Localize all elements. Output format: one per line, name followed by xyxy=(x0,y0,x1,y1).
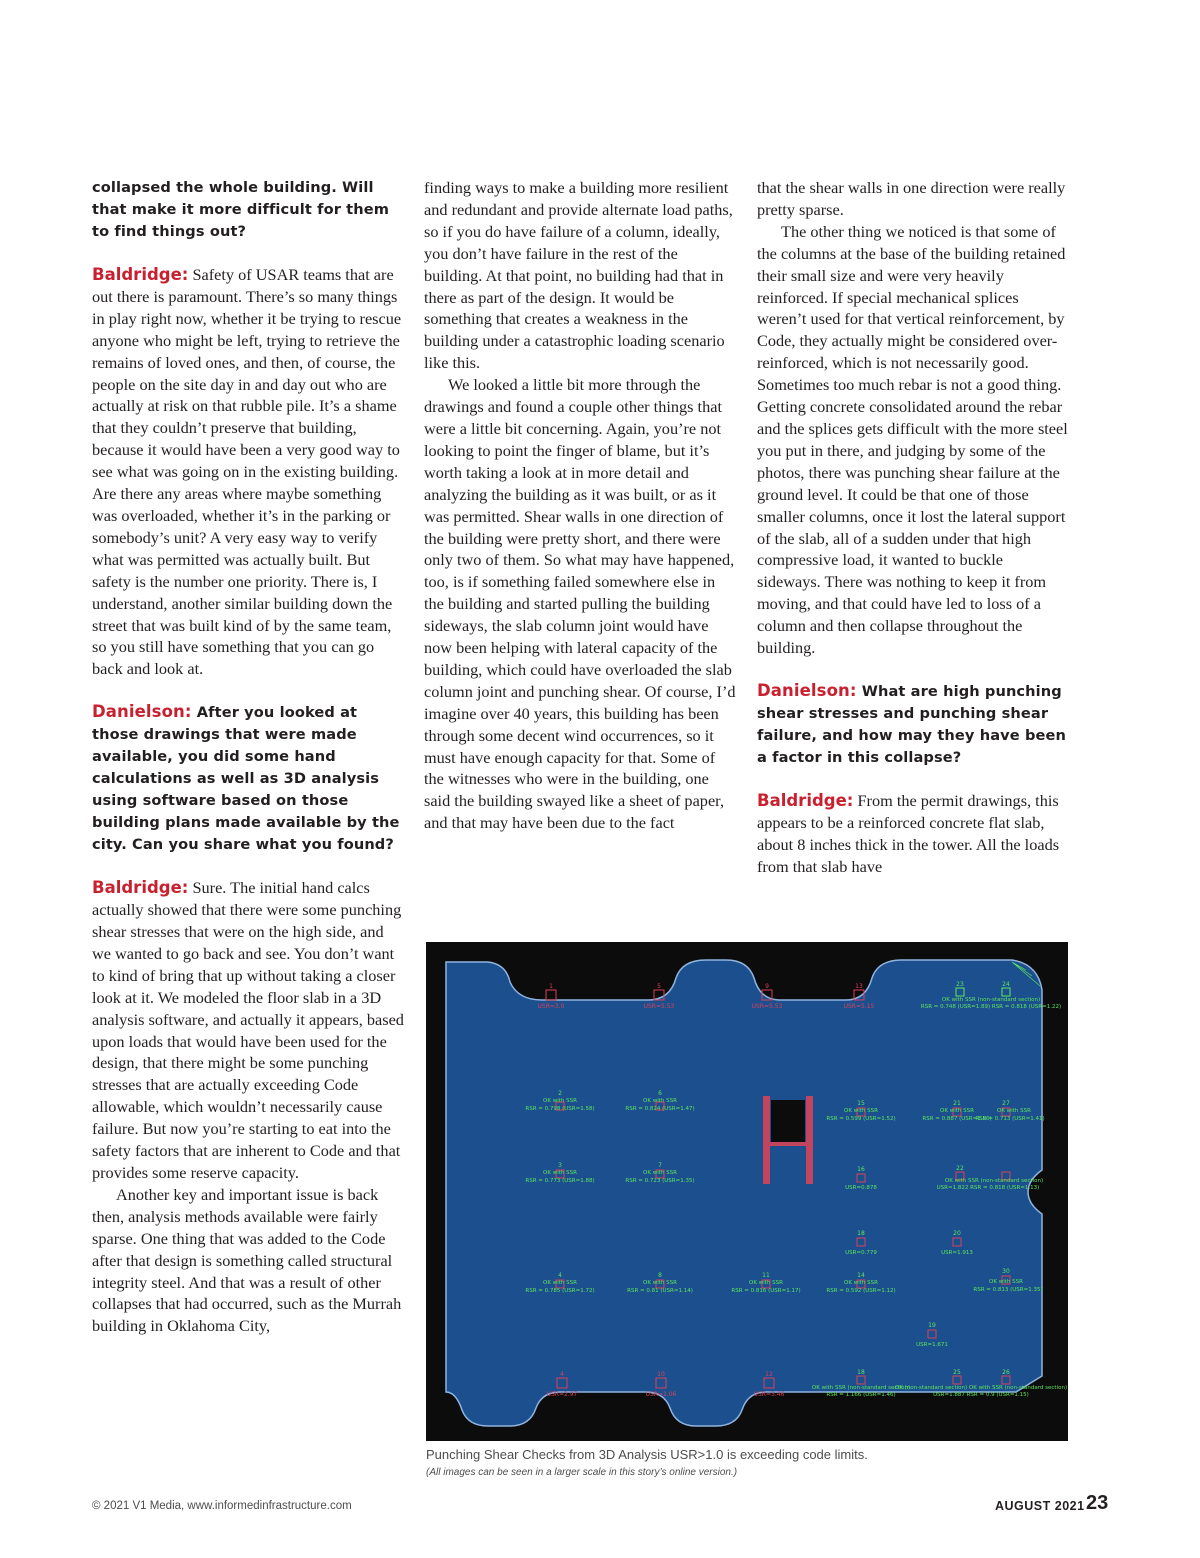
check-ratio: RSR = 0.785 (USR=1.72) xyxy=(525,1288,595,1294)
check-ratio: RSR = 1.166 (USR=1.46) xyxy=(826,1392,896,1398)
column-number: 23 xyxy=(956,981,964,988)
answer-text: Sure. The initial hand calcs actually showed that there were some punching shear stresses that were on the high side, and we wanted to go back and see. You don’t want to kind of bring that up without taking a closer look at it. We modeled the floor slab in a 3D analysis software, and actually it appears, based upon loads that would have been used for the design, that there might be some punching stresses that are actually exceeding Code allowable, which wouldn’t necessarily cause failure. But now you’re starting to eat into the safety factors that are inherent to Code and that provides some reserve capacity. xyxy=(92,878,404,1182)
check-ratio: USR=0.878 xyxy=(845,1185,877,1191)
body-paragraph: The other thing we noticed is that some of the columns at the base of the building retained their small size and were very heavily reinforced. If special mechanical splices weren’t used for that vertical reinforcement, by Code, they actually might be considered over-reinforced, which is not necessarily good. Sometimes too much rebar is not a good thing. Getting concrete consolidated around the rebar and the splices gets difficult with the more steel you put in there, and judging by some of the photos, there was punching shear failure at the ground level. It could be that one of those smaller columns, once it lost the lateral support of the slab, all of a sudden under that high compressive load, it wanted to buckle sideways. There was nothing to keep it from moving, and that could have led to loss of a column and then collapse throughout the building. xyxy=(757,221,1068,658)
check-ratio: RSR = 0.773 (USR=1.88) xyxy=(525,1178,595,1184)
article-column-2 xyxy=(424,177,736,834)
shear-wall xyxy=(763,1096,770,1184)
check-status: OK with SSR xyxy=(749,1280,783,1286)
footer-copyright: © 2021 V1 Media, www.informedinfrastructure.com xyxy=(92,1500,352,1512)
check-ratio: USR=1.671 xyxy=(916,1342,948,1348)
column-number: 4 xyxy=(558,1272,562,1279)
check-ratio: RSR = 0.599 (USR=1.52) xyxy=(826,1116,896,1122)
column-number: 15 xyxy=(857,1100,865,1107)
body-paragraph: Another key and important issue is back then, analysis methods available were fairly sparse. One thing that was added to the Code after that design is something called structural integrity steel. And that was a result of other collapses that had occurred, such as the Murrah building in Oklahoma City, xyxy=(92,1184,402,1336)
shear-wall xyxy=(806,1096,813,1184)
question-text: What are high punching shear stresses and punching shear failure, and how may they have been a factor in this collapse? xyxy=(757,682,1066,766)
check-status: OK with SSR xyxy=(543,1170,577,1176)
check-status: OK with SSR xyxy=(543,1280,577,1286)
column-number: 20 xyxy=(953,1230,961,1237)
column-number: 19 xyxy=(928,1322,936,1329)
column-number: 12 xyxy=(765,1371,773,1378)
shear-wall xyxy=(770,1142,806,1146)
column-ratio: USR=5.15 xyxy=(843,1003,875,1010)
check-ratio: USR=1.887 RSR = 0.9 (USR=1.15) xyxy=(933,1392,1029,1398)
check-ratio: RSR = 0.713 (USR=1.41) xyxy=(975,1116,1045,1122)
column-number: 7 xyxy=(658,1162,662,1169)
speaker-name: Baldridge: xyxy=(92,878,189,898)
column-number: 16 xyxy=(857,1166,865,1173)
column-number: 9 xyxy=(765,983,769,990)
check-status: OK (non-standard section) OK with SSR (non-standard section) xyxy=(894,1385,1068,1391)
question-continued: collapsed the whole building. Will that make it more difficult for them to find things out? xyxy=(92,179,390,240)
check-ratio: RSR = 0.81 (USR=1.14) xyxy=(627,1288,693,1294)
answer-text: Safety of USAR teams that are out there is paramount. There’s so many things in play right now, whether it be trying to rescue anyone who might be left, trying to retrieve the remains of loved ones, and then, of course, the people on the site day in and day out who are actually at risk on that rubble pile. It’s a shame that they couldn’t preserve that building, because it would have been a very good way to see what was going on in the existing building. Are there any areas where maybe something was overloaded, whether it’s in the parking or somebody’s unit? A very easy way to verify what was permitted was actually built. But safety is the number one priority. There is, I understand, another similar building down the street that was built kind of by the same team, so you still have something that you can go back and look at. xyxy=(92,265,402,679)
article-column-3 xyxy=(757,177,1069,878)
column-ratio: USR=5.53 xyxy=(643,1003,675,1010)
column-number: 10 xyxy=(657,1371,665,1378)
column-ratio: USR=1.06 xyxy=(645,1391,677,1398)
column-number: 26 xyxy=(1002,1369,1010,1376)
answer-paragraph xyxy=(92,877,404,1184)
check-ratio: RSR = 0.723 (USR=1.35) xyxy=(625,1178,695,1184)
column-ratio: USR=2.97 xyxy=(546,1391,578,1398)
check-ratio: RSR = 0.592 (USR=1.12) xyxy=(826,1288,896,1294)
check-ratio: USR=1.822 RSR = 0.818 (USR=1.13) xyxy=(936,1185,1040,1191)
column-number: 1 xyxy=(549,983,553,990)
column-number: 25 xyxy=(953,1369,961,1376)
check-status: OK with SSR xyxy=(543,1098,577,1104)
column-number: 13 xyxy=(855,983,863,990)
answer-text: From the permit drawings, this appears to be a reinforced concrete flat slab, about 8 inches thick in the tower. All the loads from that slab have xyxy=(757,790,1060,876)
column-number: 18 xyxy=(857,1230,865,1237)
speaker-name: Baldridge: xyxy=(92,265,189,284)
question-text: After you looked at those drawings that were made available, you did some hand calculations as well as 3D analysis using software based on those building plans made available by the city. Can you share what you found? xyxy=(92,704,400,854)
speaker-name: Danielson: xyxy=(757,680,857,700)
slab-outline xyxy=(446,960,1045,1426)
column-number: 5 xyxy=(657,983,661,990)
check-ratio: RSR = 0.816 (USR=1.17) xyxy=(731,1288,801,1294)
check-ratio: USR=1.913 xyxy=(941,1250,973,1256)
check-status: OK with SSR (non-standard section) xyxy=(941,997,1041,1003)
column-number: 11 xyxy=(762,1272,770,1279)
elevator-core-opening xyxy=(771,1100,805,1142)
column-number: 18 xyxy=(857,1369,865,1376)
answer-paragraph xyxy=(757,790,1069,878)
check-status: OK with SSR (non-standard section) xyxy=(944,1178,1044,1184)
column-number: 27 xyxy=(1002,1100,1010,1107)
column-number: 4 xyxy=(560,1371,564,1378)
column-marker-failed xyxy=(546,990,556,1000)
check-ratio: RSR = 0.887 (USR=1.56) xyxy=(922,1116,992,1122)
footer-issue-date: AUGUST 2021 xyxy=(995,1499,1085,1513)
check-status: OK with SSR xyxy=(989,1279,1023,1285)
check-status: OK with SSR (non-standard section) xyxy=(811,1385,911,1391)
column-number: 3 xyxy=(558,1162,562,1169)
answer-paragraph xyxy=(92,264,404,680)
column-number: 6 xyxy=(658,1090,662,1097)
check-status: OK with SSR xyxy=(844,1280,878,1286)
body-paragraph: We looked a little bit more through the drawings and found a couple other things that were a little bit concerning. Again, you’re not looking to point the finger of blame, but it’s worth taking a look at in more detail and analyzing the building as it was built, or as it was permitted. Shear walls in one direction of the building were pretty short, and there were only two of them. So what may have happened, too, is if something failed somewhere else in the building and started pulling the building sideways, the slab column joint would have now been helping with lateral capacity of the building, which could have overloaded the slab column joint and punching shear. Of course, I’d imagine over 40 years, this building has been through some decent wind occurrences, so it must have enough capacity for that. Some of the witnesses who were in the building, one said the building swayed like a sheet of paper, and that may have been due to the fact xyxy=(424,375,736,833)
question-paragraph xyxy=(92,701,404,856)
body-paragraph: finding ways to make a building more resilient and redundant and provide alternate load paths, so if you do have failure of a column, ideally, you don’t have failure in the rest of the building. At that point, no building had that in there as part of the design. It would be something that creates a weakness in the building under a catastrophic loading scenario like this. xyxy=(424,178,733,373)
column-number: 14 xyxy=(857,1272,865,1279)
page-number: 23 xyxy=(1086,1492,1109,1514)
figure-caption-note: (All images can be seen in a larger scale in this story’s online version.) xyxy=(426,1467,738,1478)
question-paragraph xyxy=(757,680,1069,769)
speaker-name: Danielson: xyxy=(92,702,192,722)
check-status: OK with SSR xyxy=(643,1170,677,1176)
check-status: OK with SSR xyxy=(997,1108,1031,1114)
column-number: 2 xyxy=(558,1090,562,1097)
article-column-1 xyxy=(92,177,404,1337)
column-ratio: USR=5.53 xyxy=(751,1003,783,1010)
body-paragraph: that the shear walls in one direction were really pretty sparse. xyxy=(757,178,1066,219)
check-status: OK with SSR xyxy=(643,1280,677,1286)
column-number: 30 xyxy=(1002,1268,1010,1275)
column-ratio: USR=3.46 xyxy=(753,1391,785,1398)
column-number: 21 xyxy=(953,1100,961,1107)
column-ratio: USR=3.0 xyxy=(537,1003,565,1010)
punching-shear-figure xyxy=(426,942,1068,1441)
column-number: 22 xyxy=(956,1165,964,1172)
check-ratio: RSR = 0.824 (USR=1.47) xyxy=(625,1106,695,1112)
column-number: 24 xyxy=(1002,981,1010,988)
check-status: OK with SSR xyxy=(940,1108,974,1114)
check-status: OK with SSR xyxy=(844,1108,878,1114)
speaker-name: Baldridge: xyxy=(757,790,854,810)
check-ratio: RSR = 0.813 (USR=1.35) xyxy=(973,1287,1043,1293)
column-number: 8 xyxy=(658,1272,662,1279)
slab-plan-diagram xyxy=(426,942,1068,1441)
check-ratio: USR=0.779 xyxy=(845,1250,877,1256)
check-status: OK with SSR xyxy=(643,1098,677,1104)
figure-caption: Punching Shear Checks from 3D Analysis USR>1.0 is exceeding code limits. xyxy=(426,1447,868,1462)
check-ratio: RSR = 0.748 (USR=1.89) RSR = 0.818 (USR=1.22) xyxy=(920,1004,1062,1010)
check-ratio: RSR = 0.798 (USR=1.58) xyxy=(525,1106,595,1112)
column-check-1 xyxy=(538,983,565,1010)
